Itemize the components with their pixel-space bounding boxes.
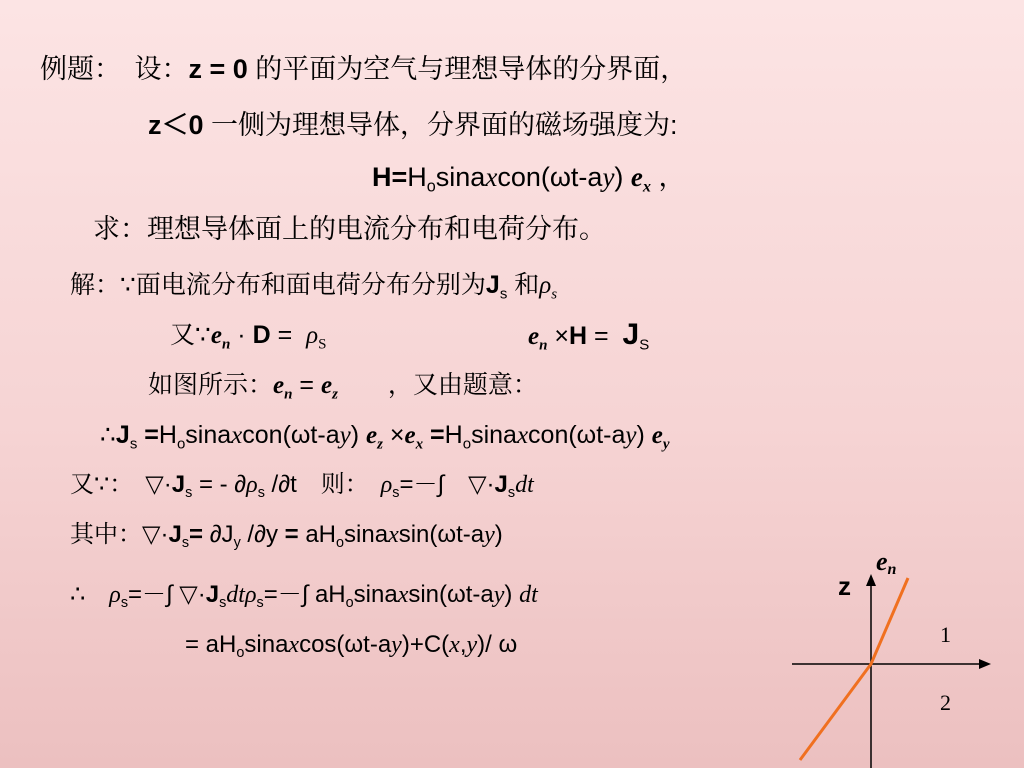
solution-current-density: $\therefore J_s$ $=H_osinaxcon(\omega t-ay)$ $e_z \times e_x$ $=H_osinaxcon(\omega t-ay)$ $e_y$ — [100, 421, 670, 453]
boundary-axis-arrowhead — [979, 659, 991, 669]
z-axis-arrowhead — [866, 574, 876, 586]
boundary-diagram — [780, 540, 1000, 768]
solution-charge-result: = $aH_osinaxcos(\omega t-ay)+C(x,y)/$ ω — [185, 631, 518, 662]
normal-label: en — [876, 547, 897, 578]
region-1-label: 1 — [940, 622, 951, 647]
solution-charge-integral: ∴ $\rho_s=-\int$ $▽\cdot J_sdt\rho_s=-\int$ $aH_osinaxsin(\omega t-ay)$ dt — [70, 581, 538, 612]
problem-line-2: z＜0 一侧为理想导体，分界面的磁场强度为: — [148, 110, 678, 140]
solution-line-3: 如图所示：$e_n = e_z$ ，又由题意： — [148, 371, 538, 403]
solution-line-1: 解：∵面电流分布和面电荷分布分别为$J_s$ 和$\rho_s$ — [70, 271, 558, 303]
solution-boundary-h: $e_n \times H = J_S$ — [528, 318, 650, 354]
problem-formula-h: $H=H_osinaxcon(\omega t-ay)$ $e_x$ ， — [372, 162, 686, 196]
solution-boundary-d: 又$\because e_n \cdot D = \rho_S$ — [170, 321, 327, 353]
solution-continuity: 又∵： $▽\cdot J_s$ = - $\partial\rho_s$ /∂t 则： $\rho_s=-\int$ $▽\cdot J_sdt$ — [70, 471, 534, 502]
normal-vector-line — [800, 578, 908, 760]
problem-line-4: 求：理想导体面上的电流分布和电荷分布。 — [93, 214, 606, 244]
problem-line-1: 例题： 设：z = 0 的平面为空气与理想导体的分界面， — [40, 54, 688, 84]
solution-divergence: 其中：$▽\cdot J_s= \partial J_y$ $/\partial y = aH_osinaxsin(\omega t-ay)$ — [70, 521, 503, 552]
z-axis-label: z — [838, 571, 851, 601]
region-2-label: 2 — [940, 690, 951, 715]
